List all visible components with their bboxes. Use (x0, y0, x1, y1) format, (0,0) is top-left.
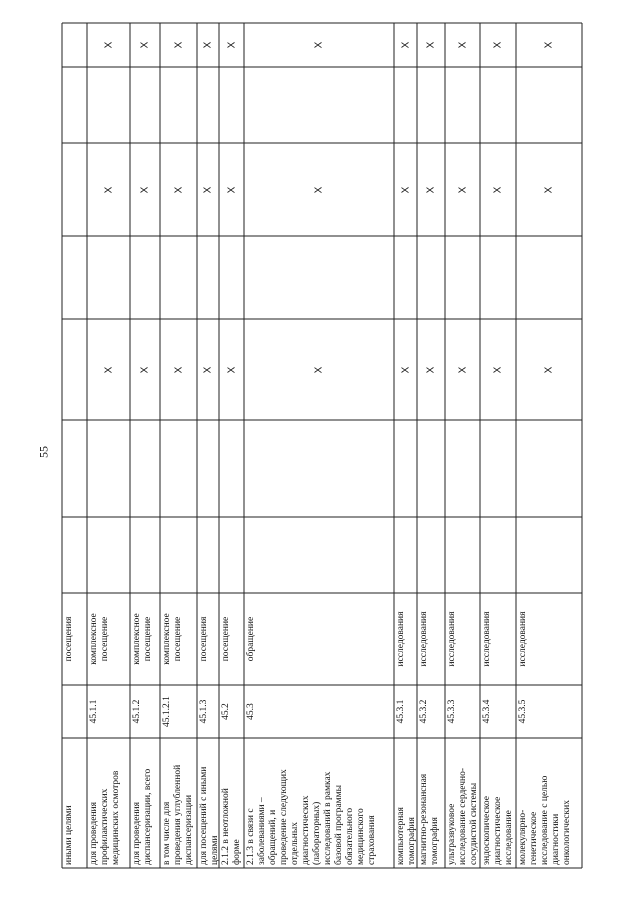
row-unit: посещения (199, 616, 209, 662)
row-unit: исследования (482, 611, 492, 667)
x-mark: X (226, 186, 237, 193)
row-unit: исследования (419, 611, 429, 667)
row-code: 45.3.1 (396, 699, 406, 724)
row-unit-cell (62, 593, 87, 685)
row-unit: обращение (246, 616, 256, 662)
x-mark: X (202, 41, 214, 49)
x-mark: X (313, 186, 325, 193)
x-mark: X (173, 366, 184, 373)
x-mark: X (103, 366, 114, 373)
x-mark: X (400, 366, 411, 373)
row-name-cell (394, 738, 417, 868)
row-code-cell (417, 685, 445, 738)
x-mark: X (103, 41, 114, 49)
row-code-cell (480, 685, 516, 738)
x-mark: X (543, 366, 555, 373)
x-mark: X (173, 186, 184, 193)
x-mark: X (400, 186, 411, 193)
row-unit: исследования (396, 611, 406, 667)
row-code: 45.1.2 (132, 699, 142, 724)
x-mark: X (103, 186, 114, 193)
row-code: 45.2 (221, 703, 231, 720)
row-code: 45.3.4 (482, 699, 492, 724)
row-unit-cell (394, 593, 417, 685)
x-mark: X (313, 41, 325, 49)
x-mark: X (139, 41, 151, 49)
row-unit-cell (445, 593, 480, 685)
row-unit-cell (516, 593, 582, 685)
row-name: компьютерная томография (396, 807, 417, 865)
row-name: для посещений с иными целями (199, 766, 220, 865)
row-name: эндоскопическое диагностическое исследование (482, 796, 514, 865)
x-mark: X (226, 41, 237, 49)
row-name: молекулярно- генетическое исследование с целью диагностики онкологических (518, 775, 572, 865)
row-code-cell (197, 685, 219, 738)
row-unit-cell (197, 593, 219, 685)
x-mark: X (202, 366, 214, 373)
row-unit: посещение (221, 616, 231, 662)
row-unit-cell (244, 593, 394, 685)
x-mark: X (457, 186, 468, 193)
row-name-cell (62, 738, 87, 868)
row-name-cell (160, 738, 197, 868)
x-mark: X (492, 186, 504, 193)
x-mark: X (543, 41, 555, 49)
row-name: иными целями (64, 805, 74, 865)
row-name: для проведения профилактических медицинских осмотров (89, 770, 121, 865)
row-code-cell (445, 685, 480, 738)
row-code: 45.1.1 (89, 699, 99, 724)
row-code: 45.3.3 (447, 699, 457, 724)
row-unit-cell (480, 593, 516, 685)
x-mark: X (202, 186, 214, 193)
row-unit-cell (87, 593, 130, 685)
row-unit: комплексное посещение (89, 613, 110, 665)
x-mark: X (400, 41, 411, 49)
row-name-cell (480, 738, 516, 868)
row-unit: исследования (447, 611, 457, 667)
row-unit-cell (160, 593, 197, 685)
row-unit-cell (130, 593, 160, 685)
page-number: 55 (36, 446, 51, 458)
row-name-cell (87, 738, 130, 868)
x-mark: X (457, 41, 468, 49)
row-name-cell (445, 738, 480, 868)
row-code: 45.3.5 (518, 699, 528, 724)
row-code-cell (244, 685, 394, 738)
x-mark: X (139, 186, 151, 193)
row-code-cell (516, 685, 582, 738)
x-mark: X (457, 366, 468, 373)
x-mark: X (313, 366, 325, 373)
row-code: 45.3 (246, 703, 256, 720)
row-name-cell (417, 738, 445, 868)
row-name: 2.1.3 в связи с заболеваниями – обращений, и проведение следующих отдельных диагностических (лабораторных) исследований в рамках базовой программы обязательного медицинского страхования (246, 769, 377, 865)
x-mark: X (425, 41, 437, 49)
row-name: для проведения диспансеризации, всего (132, 768, 153, 865)
row-name-cell (130, 738, 160, 868)
row-code: 45.3.2 (419, 699, 429, 724)
row-unit: исследования (518, 611, 528, 667)
row-unit-cell (219, 593, 244, 685)
row-name-cell (197, 738, 219, 868)
row-code: 45.1.3 (199, 699, 209, 724)
x-mark: X (139, 366, 151, 373)
row-code-cell (394, 685, 417, 738)
row-code-cell (219, 685, 244, 738)
row-name: магнитно-резонансная томография (419, 773, 440, 865)
x-mark: X (425, 366, 437, 373)
x-mark: X (492, 366, 504, 373)
row-code-cell (87, 685, 130, 738)
x-mark: X (173, 41, 184, 49)
row-code: 45.1.2.1 (162, 696, 172, 727)
row-name: в том числе для проведения углубленной диспансеризации (162, 764, 194, 865)
row-code-cell (160, 685, 197, 738)
x-mark: X (226, 366, 237, 373)
row-unit: посещения (64, 616, 74, 662)
row-unit: комплексное посещение (162, 613, 183, 665)
row-name-cell (219, 738, 244, 868)
row-unit-cell (417, 593, 445, 685)
x-mark: X (425, 186, 437, 193)
row-name: ультразвуковое исследование сердечно- сосудистой системы (447, 767, 479, 865)
row-unit: комплексное посещение (132, 613, 153, 665)
row-code-cell (130, 685, 160, 738)
x-mark: X (543, 186, 555, 193)
row-name-cell (516, 738, 582, 868)
row-name: 2.1.2 в неотложной форме (221, 788, 242, 865)
row-name-cell (244, 738, 394, 868)
x-mark: X (492, 41, 504, 49)
